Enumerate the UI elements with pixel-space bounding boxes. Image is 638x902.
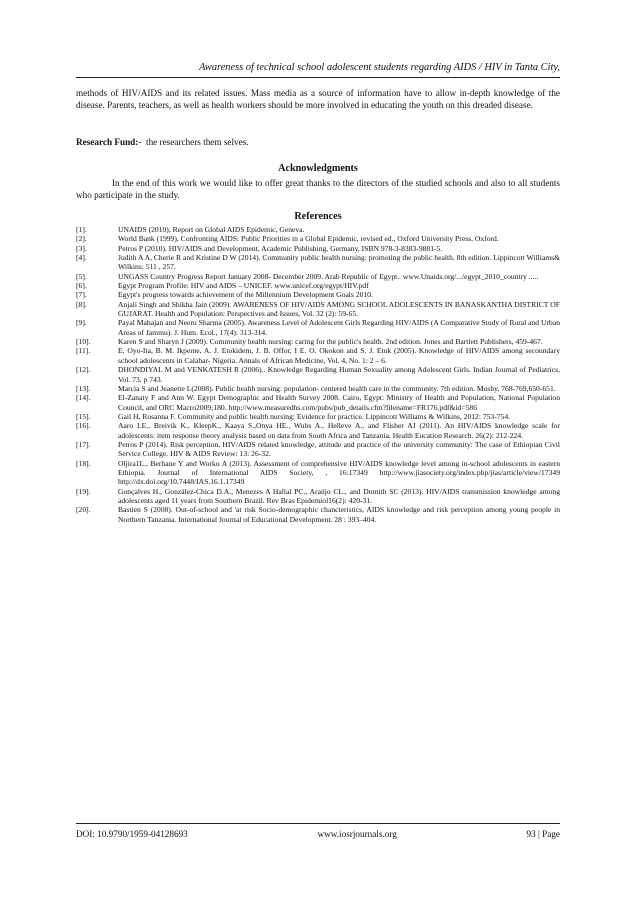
reference-item <box>76 384 560 393</box>
reference-item <box>76 365 560 384</box>
reference-number: [20]. <box>76 505 91 515</box>
reference-text: DHONDIYAL M and VENKATESH R (2006).. Knowledge Regarding Human Sexuality among Adolescent Girls. Indian Journal of Pediatrics, Vol. 73, p 743. <box>118 365 560 384</box>
reference-item <box>76 244 560 253</box>
reference-item <box>76 225 560 234</box>
reference-text: Marcia S and Jeanette L(2008). Public health nursing: population- centered health care in the community. 7th edition. Mosby, 768-769,650-651. <box>118 383 556 393</box>
reference-number: [16]. <box>76 421 91 431</box>
reference-text: UNGASS Country Progress Report January 2008- December 2009. Arab Republic of Egypt.. www.Unaids.org/.../egypt_2010_country ..... <box>118 271 539 281</box>
reference-number: [5]. <box>76 271 87 281</box>
reference-text: Gail H, Rosanna F. Community and public health nursing: Evidence for practice. Lippincott Williams & Wilkins, 2012: 753-754. <box>118 411 511 421</box>
reference-text: Judith A A, Cherie R and Kristine D W (2014). Community public health nursing: promoting the public health. 8th edition. Lippincott Williams& Wilkins; 511 , 257. <box>118 253 560 272</box>
reference-item <box>76 505 560 524</box>
reference-number: [13]. <box>76 383 91 393</box>
reference-item <box>76 459 560 487</box>
reference-item <box>76 300 560 319</box>
reference-number: [19]. <box>76 486 91 496</box>
reference-item <box>76 337 560 346</box>
reference-number: [12]. <box>76 365 91 375</box>
reference-item <box>76 346 560 365</box>
reference-number: [17]. <box>76 439 91 449</box>
reference-number: [15]. <box>76 411 91 421</box>
reference-text: Anjali Singh and Shikha Jain (2009). AWARENESS OF HIV/AIDS AMONG SCHOOL ADOLESCENTS IN BANASKANTHA DISTRICT OF GUJARAT. Health and Population: Perspectives and Issues, Vol. 32 (2): 59-65. <box>118 299 560 319</box>
research-fund-line <box>76 137 249 147</box>
running-header: Awareness of technical school adolescent students regarding AIDS / HIV in Tanta City, <box>199 62 560 73</box>
reference-item <box>76 487 560 506</box>
reference-number: [6]. <box>76 281 87 291</box>
reference-item <box>76 281 560 290</box>
reference-number: [7]. <box>76 290 87 300</box>
reference-text: Egypt's progress towards achievement of the Millennium Development Goals 2010. <box>118 290 373 300</box>
reference-text: Payal Mahajan and Neeru Sharma (2005). Awareness Level of Adolescent Girls Regarding HIV/AIDS (A Comparative Study of Rural and Urban Areas of Jammu). J. Hum. Ecol., 17(4): 313-314. <box>118 318 560 337</box>
reference-text: Oljira1L., Berhane Y and Worku A (2013). Assessment of comprehensive HIV/AIDS knowledge level among in-school adolescents in eastern Ethiopia. Journal of International AIDS Society, , 16:17349 http://www.jiasociety.org/index.php/jias/article/view/17349 http://dx.doi.org/10.7448/IAS.16.1.17349 <box>118 458 560 487</box>
reference-item <box>76 234 560 243</box>
reference-item <box>76 272 560 281</box>
reference-number: [10]. <box>76 337 91 347</box>
footer-website: www.iosrjournals.org <box>317 829 397 839</box>
reference-item <box>76 412 560 421</box>
reference-number: [1]. <box>76 225 87 234</box>
references-list <box>76 225 560 524</box>
reference-item <box>76 421 560 440</box>
reference-number: [11]. <box>76 346 91 356</box>
research-fund-text: the researchers them selves. <box>146 137 249 147</box>
reference-text: World Bank (1999), Confronting AIDS: Public Priorities in a Global Epidemic, revised ed., Oxford University Press, Oxford. <box>118 234 499 244</box>
references-heading: References <box>294 211 342 222</box>
research-fund-label: Research Fund <box>76 137 136 147</box>
reference-item <box>76 290 560 299</box>
reference-text: Petros P (2010). HIV/AIDS and Development, Academic Publishing, Germany, ISBN 978-3-8383-9881-5. <box>118 243 443 253</box>
reference-text: Bastien S (2008). Out-of-school and 'at risk Socio-demographic chancteristics, AIDS knowledge and risk perception among young people in Northern Tanzania. International Journal of Educational Development. 28 : 393–404. <box>118 505 560 524</box>
reference-text: El-Zanaty F and Ann W. Egypt Demographic and Health Survey 2008. Cairo, Egypt: Ministry of Health and Population, National Population Council, and ORC Macro2009;180. http://www.measuredhs.com/pubs/pub_details.cfm?filename=FR176.pdf&id=586 <box>118 393 560 412</box>
acknowledgments-heading: Acknowledgments <box>278 163 358 174</box>
reference-item <box>76 318 560 337</box>
header-divider <box>76 77 560 78</box>
reference-text: UNAIDS (2010), Report on Global AIDS Epidemic, Geneva. <box>118 225 305 234</box>
footer-page-number: 93 | Page <box>526 829 560 839</box>
footer-doi: DOI: 10.9790/1959-04128693 <box>76 829 188 839</box>
reference-text: Egypt Program Profile: HIV and AIDS – UNICEF. www.unicef.org/egypt/HIV.pdf <box>118 281 369 291</box>
reference-number: [4]. <box>76 253 87 263</box>
page-footer <box>76 829 560 839</box>
intro-paragraph: methods of HIV/AIDS and its related issues. Mass media as a source of information have to allow in-depth knowledge of the disease. Parents, teachers, as well as health workers should be more involved in educating the youth on this dreaded disease. <box>76 88 560 111</box>
reference-number: [18]. <box>76 458 91 468</box>
reference-text: Karen S and Sharyn J (2009). Community health nursing: caring for the public's health. 2nd edition. Jones and Bartlett Publishers, 459-467. <box>118 337 543 347</box>
reference-text: Gonçalves H., González-Chica D.A., Menezes A Hallal PC., Araújo CL., and Dumith SC (2013). HIV/AIDS transmission knowledge among adolescents aged 11 years from Southern Brazil. Rev Bras Epidemiol16(2): 420-31. <box>118 486 560 505</box>
reference-text: E. Oyo-Ita, B. M. Ikpeme, A. J. Etokidem, J. B. Offor, I E. O. Okokon and S. J. Etuk (2005). Knowledge of HIV/AIDS among secoundary school adolescents in Calabar- Nigeria. Annals of African Medicine, Vol. 4, No. 1: 2 – 6. <box>118 346 560 365</box>
reference-text: Petros P (2014). Risk perception, HIV/AIDS related knowledge, attitude and practice of the university community: The case of Ethiopian Civil Service College. HIV & AIDS Review: 13: 26-32. <box>118 439 560 459</box>
reference-text: Aaro LE., Breivik K., KleepK., Kaaya S.,Onya HE., Wubs A., Helleve A., and Flisher AJ (2011). An HIV/AIDS knowledge scale for adolescents: item response theory analysis based on data from South Africa and Tanzania. Health Eucation Research. 26(2): 212-224. <box>118 421 560 440</box>
reference-number: [8]. <box>76 299 87 309</box>
reference-number: [14]. <box>76 393 91 403</box>
reference-item <box>76 393 560 412</box>
reference-number: [2]. <box>76 234 87 244</box>
research-fund-separator: :- <box>135 137 142 147</box>
reference-item <box>76 440 560 459</box>
reference-number: [9]. <box>76 318 87 328</box>
acknowledgments-paragraph <box>76 177 560 202</box>
reference-item <box>76 253 560 272</box>
acknowledgments-text: In the end of this work we would like to offer great thanks to the directors of the studied schools and also to all students who participate in the study. <box>76 178 560 201</box>
reference-number: [3]. <box>76 243 87 253</box>
footer-divider <box>76 823 560 824</box>
